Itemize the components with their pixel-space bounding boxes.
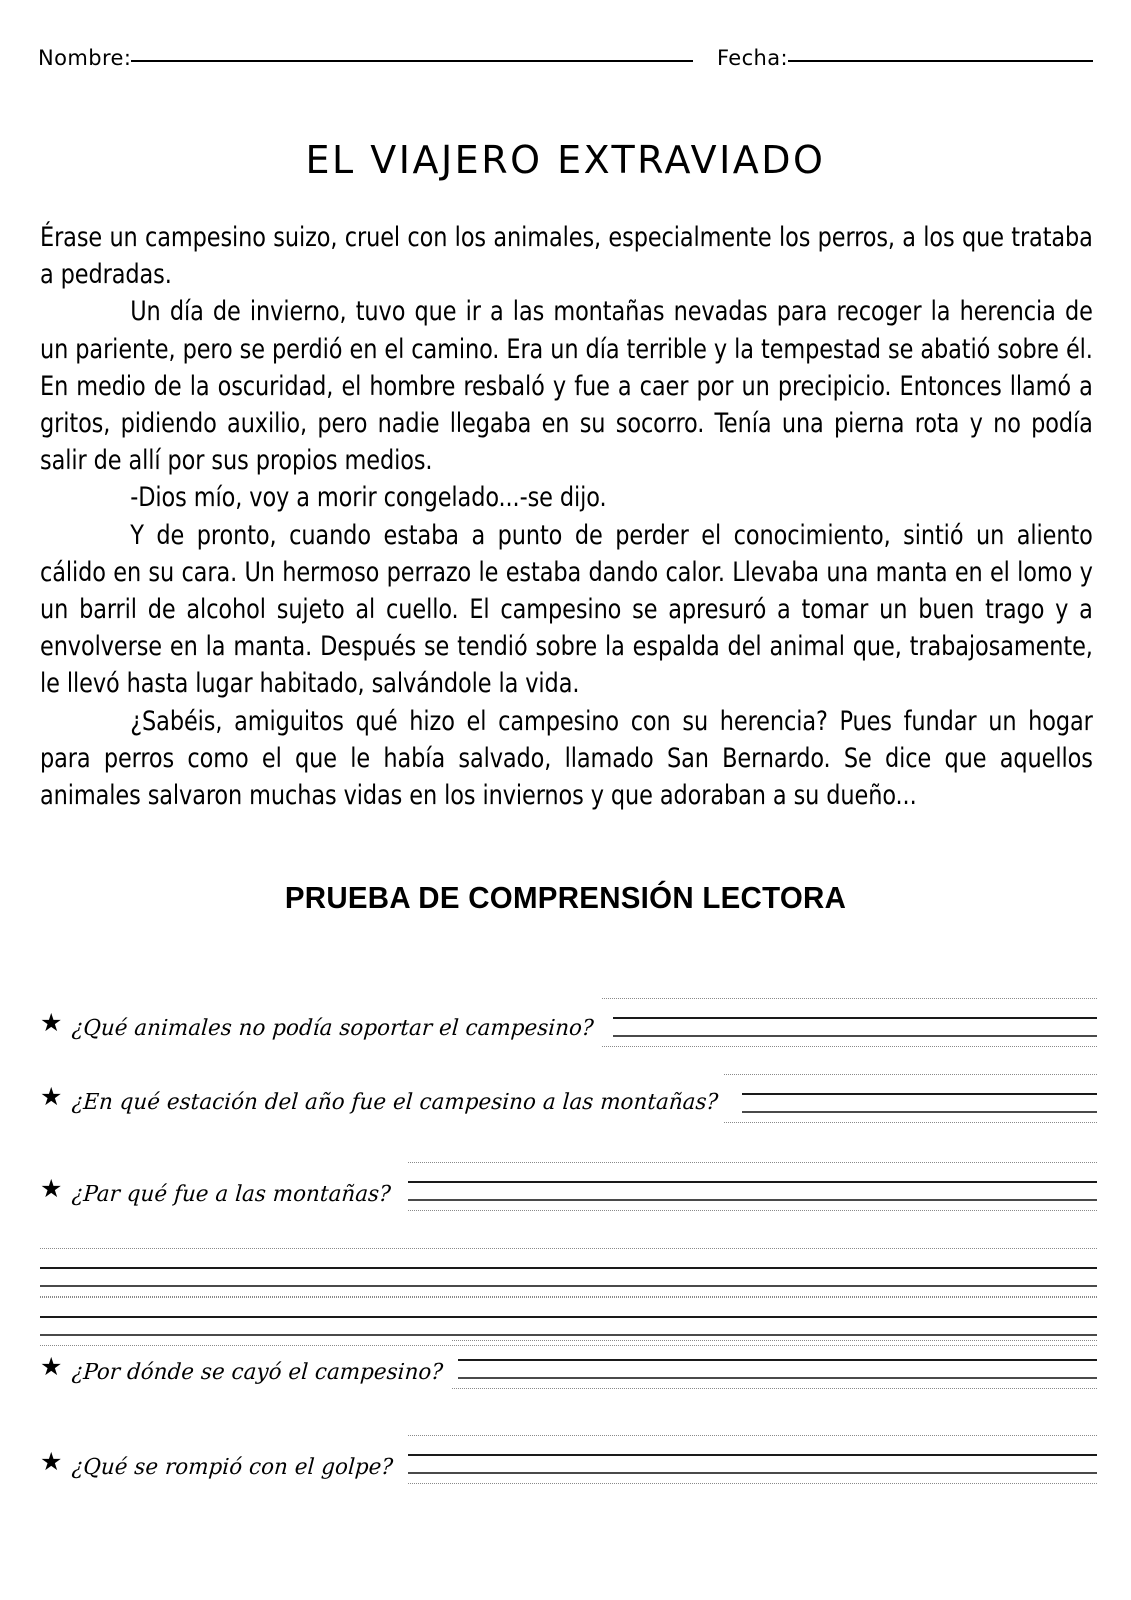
answer-lines[interactable] [408, 1435, 1097, 1483]
question-4-text [40, 1353, 458, 1385]
question-item [40, 990, 1097, 1050]
question-item [40, 1425, 1097, 1485]
guide-line-solid-base [40, 1285, 1097, 1287]
answer-lines[interactable] [452, 1340, 1097, 1388]
section-heading: PRUEBA DE COMPRENSIÓN LECTORA [284, 880, 847, 915]
star-icon: ★ [40, 1448, 63, 1476]
answer-lines[interactable] [602, 998, 1097, 1046]
guide-line-solid-base [408, 1472, 1097, 1474]
guide-line-dotted-top [408, 1435, 1097, 1436]
guide-line-dotted-top [408, 1162, 1097, 1163]
guide-line-solid-base [724, 1111, 1097, 1113]
guide-line-solid-base [408, 1199, 1097, 1201]
story-paragraph: ¿Sabéis, amiguitos qué hizo el campesino con su herencia? Pues fundar un hogar para perros como el que le había salvado, llamado San Bernardo. Se dice que aquellos animales salvaron muchas vidas en los inviernos y que adoraban a su dueño... [40, 705, 1093, 812]
question-item [40, 1152, 1097, 1212]
answer-lines[interactable] [40, 1248, 1097, 1296]
guide-line-dotted-bottom [408, 1210, 1097, 1211]
guide-line-solid-base [602, 1035, 1097, 1037]
guide-line-dotted-bottom [408, 1483, 1097, 1484]
guide-line-solid-mid [40, 1267, 1097, 1269]
story-paragraph: -Dios mío, voy a morir congelado...-se dijo. [130, 482, 607, 514]
guide-line-solid-mid [724, 1093, 1097, 1095]
guide-line-solid-mid [408, 1454, 1097, 1456]
star-icon: ★ [40, 1175, 63, 1203]
question-5-text [40, 1448, 407, 1480]
answer-lines-row [40, 1248, 1097, 1304]
guide-line-dotted-bottom [602, 1046, 1097, 1047]
star-icon: ★ [40, 1083, 63, 1111]
question-label: ¿Qué animales no podía soportar el campesino? [71, 1015, 595, 1041]
guide-line-dotted-top [724, 1074, 1097, 1075]
story-paragraph: Y de pronto, cuando estaba a punto de perder el conocimiento, sintió un aliento cálido en su cara. Un hermoso perrazo le estaba dando calor. Llevaba una manta en el lomo y un barril de alcohol sujeto al cuello. El campesino se apresuró a tomar un buen trago y a envolverse en la manta. Después se tendió sobre la espalda del animal que, trabajosamente, le llevó hasta lugar habitado, salvándole la vida. [40, 519, 1093, 700]
star-icon: ★ [40, 1353, 63, 1381]
story-paragraph: Un día de invierno, tuvo que ir a las montañas nevadas para recoger la herencia de un pariente, pero se perdió en el camino. Era un día terrible y la tempestad se abatió sobre él. En medio de la oscuridad, el hombre resbaló y fue a caer por un precipicio. Entonces llamó a gritos, pidiendo auxilio, pero nadie llegaba en su socorro. Tenía una pierna rota y no podía salir de allí por sus propios medios. [40, 296, 1093, 477]
guide-line-dotted-top [602, 998, 1097, 999]
guide-line-dotted-top [40, 1297, 1097, 1298]
guide-line-solid-base [452, 1377, 1097, 1379]
question-label: ¿Por dónde se cayó el campesino? [71, 1359, 445, 1385]
answer-lines[interactable] [408, 1162, 1097, 1210]
guide-line-dotted-top [40, 1248, 1097, 1249]
answer-lines[interactable] [724, 1074, 1097, 1122]
question-item [40, 1330, 1097, 1390]
page-title: EL VIAJERO EXTRAVIADO [305, 138, 826, 182]
question-2-text [40, 1083, 742, 1115]
story-paragraph: Érase un campesino suizo, cruel con los animales, especialmente los perros, a los que trataba a pedradas. [40, 222, 1093, 291]
guide-line-solid-mid [452, 1359, 1097, 1361]
question-label: ¿Qué se rompió con el golpe? [71, 1454, 395, 1480]
star-icon: ★ [40, 1009, 63, 1037]
name-label: Nombre: [38, 46, 132, 70]
date-label: Fecha: [716, 46, 788, 70]
guide-line-dotted-top [452, 1340, 1097, 1341]
guide-line-solid-mid [408, 1181, 1097, 1183]
question-item [40, 1062, 1097, 1122]
guide-line-dotted-bottom [724, 1122, 1097, 1123]
guide-line-dotted-bottom [452, 1388, 1097, 1389]
guide-line-solid-mid [40, 1316, 1097, 1318]
question-3-text [40, 1175, 404, 1207]
question-label: ¿Par qué fue a las montañas? [71, 1181, 393, 1207]
question-label: ¿En qué estación del año fue el campesino a las montañas? [71, 1089, 720, 1115]
question-1-text [40, 1009, 613, 1041]
guide-line-solid-mid [602, 1017, 1097, 1019]
